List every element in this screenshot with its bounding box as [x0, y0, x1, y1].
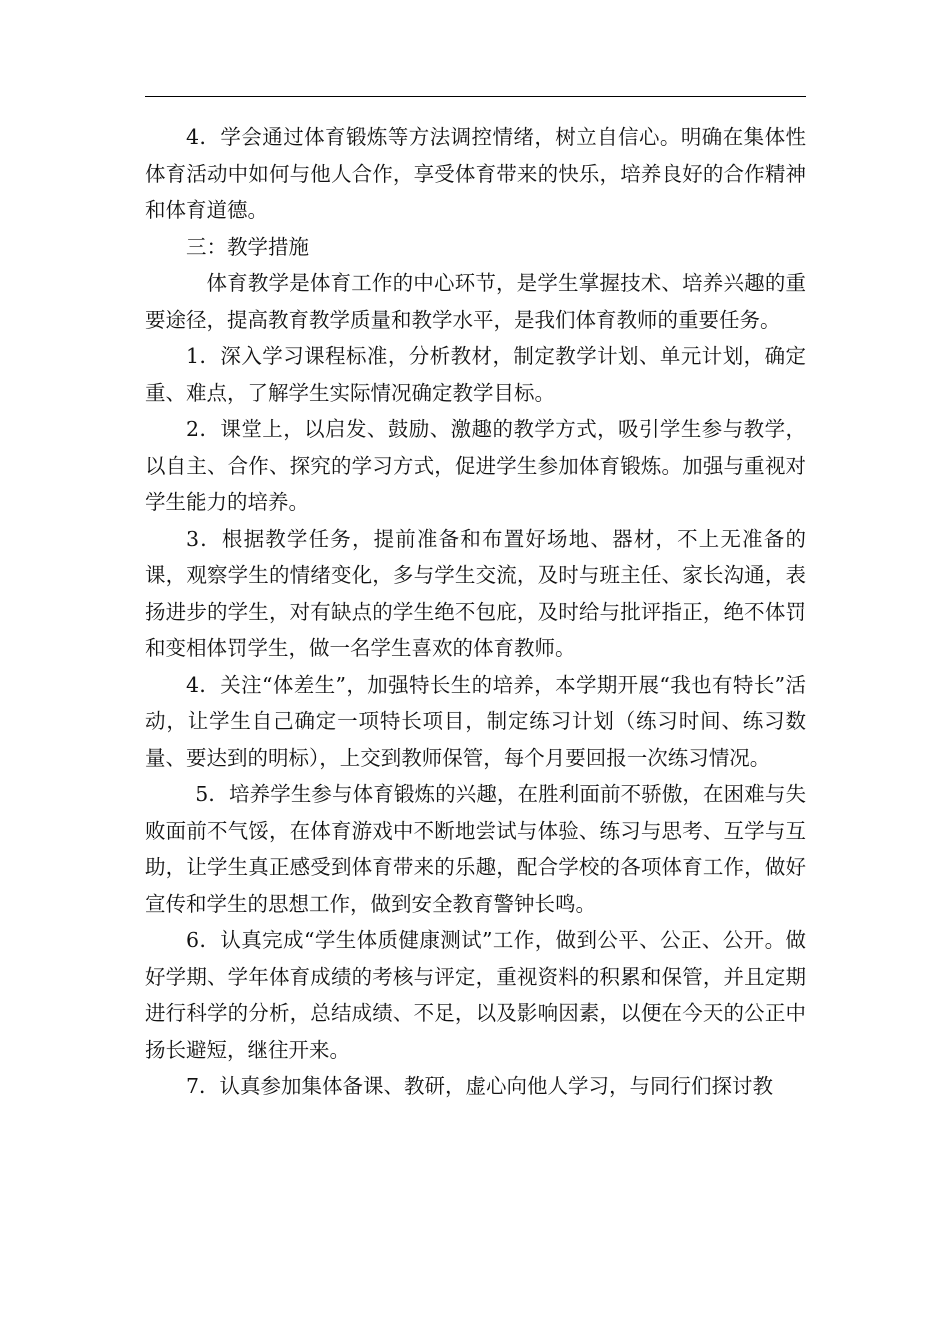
paragraph-measure-5: 5．培养学生参与体育锻炼的兴趣，在胜利面前不骄傲，在困难与失败面前不气馁，在体育游戏中不断地尝试与体验、练习与思考、互学与互助，让学生真正感受到体育带来的乐趣，配合学校的各项体育工作，做好宣传和学生的思想工作，做到安全教育警钟长鸣。 — [145, 782, 806, 916]
paragraph-measure-1: 1．深入学习课程标准，分析教材，制定教学计划、单元计划，确定重、难点，了解学生实际情况确定教学目标。 — [145, 344, 806, 405]
document-body — [145, 119, 806, 1105]
paragraph-measure-2: 2．课堂上，以启发、鼓励、激趣的教学方式，吸引学生参与教学，以自主、合作、探究的学习方式，促进学生参加体育锻炼。加强与重视对学生能力的培养。 — [145, 417, 806, 514]
paragraph-measure-3: 3．根据教学任务，提前准备和布置好场地、器材，不上无准备的课，观察学生的情绪变化，多与学生交流，及时与班主任、家长沟通，表扬进步的学生，对有缺点的学生绝不包庇，及时给与批评指正，绝不体罚和变相体罚学生，做一名学生喜欢的体育教师。 — [145, 526, 806, 660]
paragraph-measure-7: 7．认真参加集体备课、教研，虚心向他人学习，与同行们探讨教 — [186, 1074, 774, 1098]
section-heading-teaching-measures: 三：教学措施 — [186, 234, 309, 259]
paragraph-measure-6: 6．认真完成“学生体质健康测试”工作，做到公平、公正、公开。做好学期、学年体育成绩的考核与评定，重视资料的积累和保管，并且定期进行科学的分析，总结成绩、不足，以及影响因素，以便在今天的公正中扬长避短，继往开来。 — [145, 928, 806, 1062]
paragraph-goal-4: 4．学会通过体育锻炼等方法调控情绪，树立自信心。明确在集体性体育活动中如何与他人合作，享受体育带来的快乐，培养良好的合作精神和体育道德。 — [145, 125, 806, 222]
header-rule — [145, 96, 806, 97]
paragraph-measure-4: 4．关注“体差生”，加强特长生的培养，本学期开展“我也有特长”活动，让学生自己确定一项特长项目，制定练习计划（练习时间、练习数量、要达到的明标），上交到教师保管，每个月要回报一次练习情况。 — [145, 672, 806, 770]
paragraph-intro: 体育教学是体育工作的中心环节，是学生掌握技术、培养兴趣的重要途径，提高教育教学质量和教学水平，是我们体育教师的重要任务。 — [145, 271, 806, 332]
